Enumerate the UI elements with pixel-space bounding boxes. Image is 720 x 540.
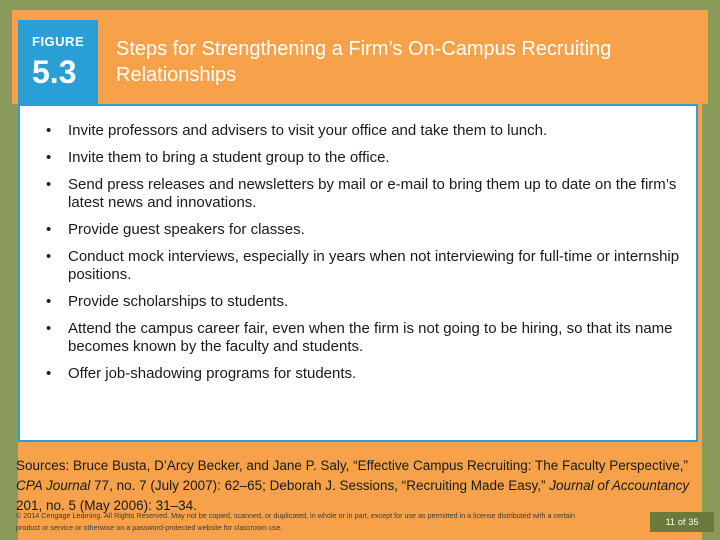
figure-title: Steps for Strengthening a Firm’s On-Campus Recruiting Relationships (116, 38, 612, 86)
sources-citation (16, 456, 696, 516)
bullet-icon: • (46, 248, 52, 265)
list-item-text: Invite professors and advisers to visit your office and take them to lunch. (68, 122, 548, 139)
list-item-text: Provide scholarships to students. (68, 293, 289, 310)
figure-word: FIGURE (32, 34, 85, 49)
list-item (40, 293, 680, 311)
bullet-icon: • (46, 320, 52, 337)
figure-label-box (18, 20, 98, 104)
content-box (18, 104, 698, 442)
list-item (40, 176, 680, 212)
list-item (40, 149, 680, 167)
list-item-text: Offer job-shadowing programs for students. (68, 365, 357, 382)
sources-journal-2: Journal of Accountancy (549, 478, 690, 493)
list-item-text: Provide guest speakers for classes. (68, 221, 305, 238)
list-item (40, 122, 680, 140)
copyright-notice: © 2014 Cengage Learning. All Rights Reserved. May not be copied, scanned, or duplicated, in whole or in part, except for use as permitted in a license distributed with a certain product or service or otherwise on a password-protected website for classroom use. (16, 511, 576, 532)
list-item-text: Invite them to bring a student group to the office. (68, 149, 390, 166)
bullet-icon: • (46, 149, 52, 166)
bullet-list (40, 122, 680, 392)
list-item (40, 221, 680, 239)
sources-suffix: 201, no. 5 (May 2006): 31–34. (16, 498, 197, 513)
list-item (40, 248, 680, 284)
bullet-icon: • (46, 176, 52, 193)
page-total: 35 (688, 517, 699, 527)
list-item-text: Send press releases and newsletters by mail or e-mail to bring them up to date on the firm’s latest news and innovations. (68, 176, 677, 211)
sources-prefix: Sources: Bruce Busta, D’Arcy Becker, and Jane P. Saly, “Effective Campus Recruiting: The Faculty Perspective,” (16, 458, 689, 473)
bullet-icon: • (46, 221, 52, 238)
bullet-icon: • (46, 293, 52, 310)
sources-journal-1: CPA Journal (16, 478, 91, 493)
page-current: 11 (665, 517, 675, 527)
sources-mid: 77, no. 7 (July 2007): 62–65; Deborah J. Sessions, “Recruiting Made Easy,” (90, 478, 550, 493)
page-of-label: of (677, 517, 686, 527)
list-item-text: Attend the campus career fair, even when the firm is not going to be hiring, so that its name becomes known by the faculty and students. (68, 320, 673, 355)
list-item (40, 320, 680, 356)
list-item (40, 365, 680, 383)
bullet-icon: • (46, 365, 52, 382)
list-item-text: Conduct mock interviews, especially in years when not interviewing for full-time or internship positions. (68, 248, 680, 283)
bullet-icon: • (46, 122, 52, 139)
figure-number: 5.3 (32, 54, 77, 90)
page-indicator (650, 512, 714, 532)
